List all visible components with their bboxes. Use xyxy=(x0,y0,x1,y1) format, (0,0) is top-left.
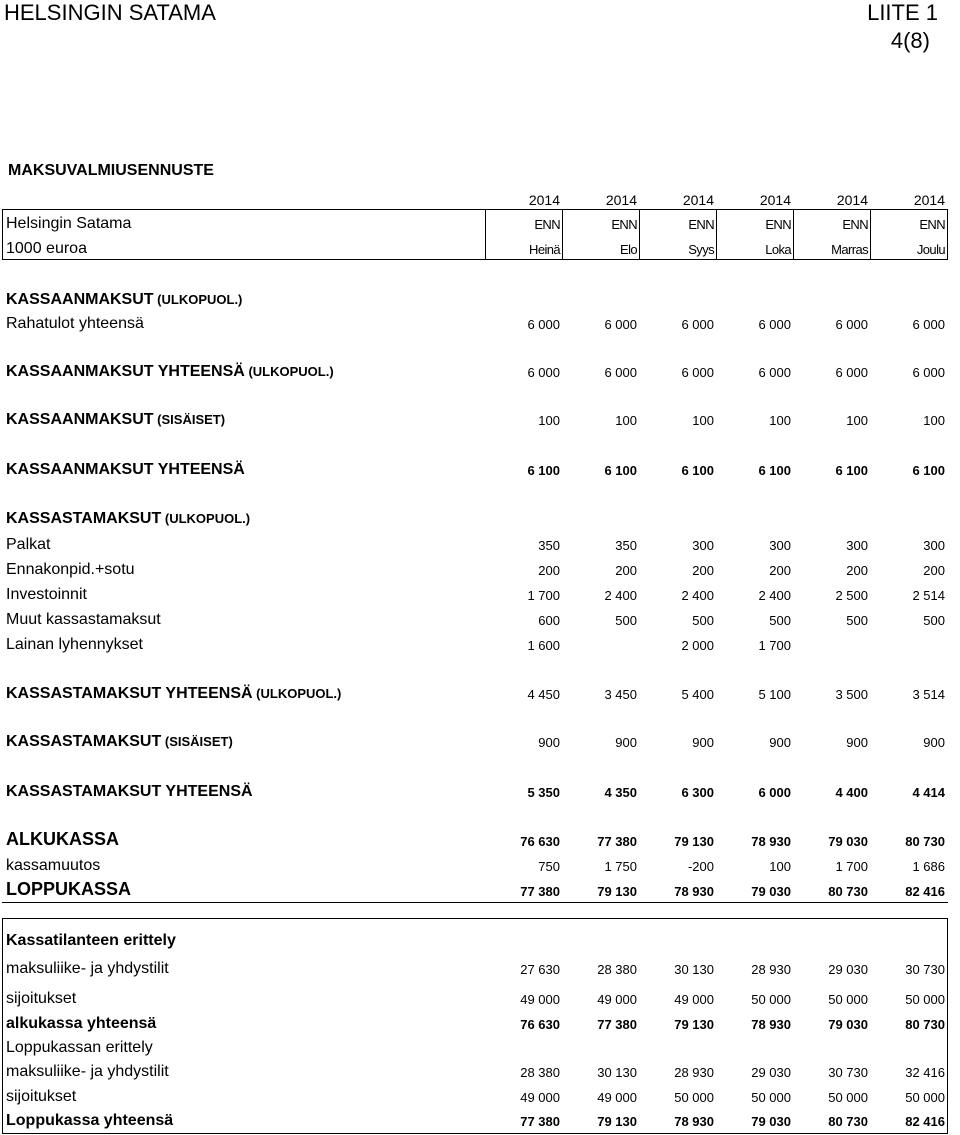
value-cell: 82 416 xyxy=(905,884,945,899)
value-cell: 6 100 xyxy=(604,463,637,478)
month-cell: Marras xyxy=(831,242,868,257)
row-label xyxy=(6,291,242,309)
month-cell: Elo xyxy=(620,242,637,257)
value-cell: 79 030 xyxy=(751,884,791,899)
value-cell: 30 730 xyxy=(905,962,945,977)
value-cell: 6 000 xyxy=(681,365,714,380)
column-divider xyxy=(716,210,717,260)
value-cell: 79 130 xyxy=(597,1114,637,1129)
value-cell: 50 000 xyxy=(674,1090,714,1105)
value-cell: 6 100 xyxy=(527,463,560,478)
row-label-qualifier: (SISÄISET) xyxy=(153,412,226,427)
row-label-main: Ennakonpid.+sotu xyxy=(6,561,135,578)
forecast-type-cell: ENN xyxy=(688,217,714,232)
value-cell: 50 000 xyxy=(751,992,791,1007)
row-label-main: KASSASTAMAKSUT YHTEENSÄ xyxy=(6,783,253,800)
value-cell: 2 400 xyxy=(604,588,637,603)
value-cell: 6 000 xyxy=(912,317,945,332)
row-label xyxy=(6,510,250,528)
value-cell: 200 xyxy=(538,563,560,578)
row-label xyxy=(6,1063,169,1081)
row-divider xyxy=(2,259,948,260)
year-header-row xyxy=(0,186,960,210)
value-cell: 2 000 xyxy=(681,638,714,653)
value-cell: 300 xyxy=(846,538,868,553)
value-cell: 6 300 xyxy=(681,785,714,800)
value-cell: 28 380 xyxy=(520,1065,560,1080)
value-cell: 49 000 xyxy=(674,992,714,1007)
table-row xyxy=(0,606,960,630)
row-label xyxy=(6,1112,173,1130)
table-row xyxy=(0,680,960,704)
table-row xyxy=(0,877,960,901)
table-row xyxy=(0,778,960,802)
row-label xyxy=(6,611,161,629)
row-label xyxy=(6,960,169,978)
value-cell: 77 380 xyxy=(597,834,637,849)
row-label-main: Loppukassa yhteensä xyxy=(6,1112,174,1129)
value-cell: 79 030 xyxy=(828,834,868,849)
row-label xyxy=(6,1088,76,1106)
value-cell: 100 xyxy=(769,859,791,874)
value-cell: 6 100 xyxy=(681,463,714,478)
row-label-main: alkukassa yhteensä xyxy=(6,1015,157,1032)
column-divider xyxy=(947,918,948,1134)
table-row xyxy=(0,827,960,851)
table-row xyxy=(0,310,960,334)
row-label xyxy=(6,586,87,604)
value-cell: 3 450 xyxy=(604,687,637,702)
row-label xyxy=(6,857,100,875)
value-cell: 1 700 xyxy=(527,588,560,603)
table-row xyxy=(0,927,960,951)
value-cell: 6 000 xyxy=(758,317,791,332)
value-cell: 3 500 xyxy=(835,687,868,702)
value-cell: 77 380 xyxy=(520,1114,560,1129)
value-cell: 49 000 xyxy=(520,1090,560,1105)
row-label-main: KASSASTAMAKSUT YHTEENSÄ xyxy=(6,685,253,702)
value-cell: 79 130 xyxy=(674,834,714,849)
column-divider xyxy=(870,210,871,260)
value-cell: 500 xyxy=(846,613,868,628)
row-label-main: KASSAANMAKSUT xyxy=(6,411,154,428)
value-cell: 28 930 xyxy=(751,962,791,977)
table-row xyxy=(0,985,960,1009)
value-cell: 750 xyxy=(538,859,560,874)
attachment-label: LIITE 1 xyxy=(867,0,938,25)
row-label xyxy=(6,461,245,479)
row-divider xyxy=(2,209,948,210)
value-cell: 78 930 xyxy=(751,834,791,849)
table-row xyxy=(0,1058,960,1082)
month-cell: Joulu xyxy=(916,242,945,257)
value-cell: 6 000 xyxy=(758,365,791,380)
row-label xyxy=(6,685,341,703)
row-label-qualifier: (ULKOPUOL.) xyxy=(252,686,342,701)
value-cell: 100 xyxy=(846,413,868,428)
row-divider xyxy=(2,1133,948,1134)
row-label xyxy=(6,733,233,751)
row-label-main: maksuliike- ja yhdystilit xyxy=(6,960,169,977)
value-cell: 50 000 xyxy=(828,1090,868,1105)
row-label-main: Lainan lyhennykset xyxy=(6,636,143,653)
value-cell: 30 730 xyxy=(828,1065,868,1080)
row-label-qualifier: (ULKOPUOL.) xyxy=(244,364,334,379)
forecast-type-cell: ENN xyxy=(765,217,791,232)
forecast-type-cell: ENN xyxy=(611,217,637,232)
value-cell: 6 100 xyxy=(758,463,791,478)
table-row xyxy=(0,505,960,529)
value-cell: 500 xyxy=(615,613,637,628)
year-cell: 2014 xyxy=(605,192,637,208)
value-cell: 4 414 xyxy=(912,785,945,800)
value-cell: 79 030 xyxy=(828,1017,868,1032)
table-row xyxy=(0,1034,960,1058)
value-cell: 6 000 xyxy=(604,365,637,380)
value-cell: 900 xyxy=(538,735,560,750)
row-label xyxy=(6,1015,156,1033)
table-row xyxy=(0,955,960,979)
month-cell: Loka xyxy=(765,242,791,257)
value-cell: 1 686 xyxy=(912,859,945,874)
row-label-main: Rahatulot yhteensä xyxy=(6,315,144,332)
row-label-main: Palkat xyxy=(6,536,51,553)
value-cell: 350 xyxy=(538,538,560,553)
value-cell: 900 xyxy=(692,735,714,750)
row-label-main: maksuliike- ja yhdystilit xyxy=(6,1063,169,1080)
value-cell: 29 030 xyxy=(751,1065,791,1080)
row-label xyxy=(6,1039,153,1057)
column-divider xyxy=(2,210,3,260)
value-cell: 1 700 xyxy=(758,638,791,653)
row-divider xyxy=(2,902,948,903)
row-label-qualifier: (SISÄISET) xyxy=(161,734,233,749)
table-row xyxy=(0,358,960,382)
value-cell: 200 xyxy=(615,563,637,578)
value-cell: 28 380 xyxy=(597,962,637,977)
table-row xyxy=(0,406,960,430)
value-cell: 600 xyxy=(538,613,560,628)
value-cell: 1 750 xyxy=(604,859,637,874)
value-cell: 80 730 xyxy=(905,834,945,849)
value-cell: 6 000 xyxy=(527,365,560,380)
row-label-main: kassamuutos xyxy=(6,857,101,874)
value-cell: 79 030 xyxy=(751,1114,791,1129)
value-cell: 6 000 xyxy=(758,785,791,800)
table-row xyxy=(0,1107,960,1131)
row-label-main: KASSAANMAKSUT xyxy=(6,291,154,308)
row-label-qualifier: (ULKOPUOL.) xyxy=(161,511,251,526)
value-cell: 200 xyxy=(769,563,791,578)
value-cell: 100 xyxy=(538,413,560,428)
value-cell: 77 380 xyxy=(597,1017,637,1032)
row-label xyxy=(6,315,144,333)
value-cell: 2 500 xyxy=(835,588,868,603)
value-cell: 80 730 xyxy=(828,1114,868,1129)
value-cell: 4 400 xyxy=(835,785,868,800)
value-cell: 29 030 xyxy=(828,962,868,977)
value-cell: 50 000 xyxy=(751,1090,791,1105)
value-cell: 50 000 xyxy=(828,992,868,1007)
value-cell: 30 130 xyxy=(674,962,714,977)
value-cell: 5 400 xyxy=(681,687,714,702)
year-cell: 2014 xyxy=(682,192,714,208)
row-label xyxy=(6,536,50,554)
value-cell: 78 930 xyxy=(674,1114,714,1129)
value-cell: 32 416 xyxy=(905,1065,945,1080)
value-cell: 6 000 xyxy=(604,317,637,332)
value-cell: 76 630 xyxy=(520,1017,560,1032)
row-label xyxy=(6,411,225,429)
row-label-main: LOPPUKASSA xyxy=(6,879,132,899)
value-cell: 28 930 xyxy=(674,1065,714,1080)
unit-label: 1000 euroa xyxy=(6,240,87,257)
value-cell: 79 130 xyxy=(597,884,637,899)
value-cell: 6 000 xyxy=(835,317,868,332)
value-cell: 50 000 xyxy=(905,992,945,1007)
column-divider xyxy=(947,210,948,260)
value-cell: 6 000 xyxy=(527,317,560,332)
value-cell: 350 xyxy=(615,538,637,553)
forecast-type-cell: ENN xyxy=(919,217,945,232)
value-cell: 100 xyxy=(769,413,791,428)
row-label-main: KASSASTAMAKSUT xyxy=(6,733,162,750)
value-cell: 78 930 xyxy=(674,884,714,899)
value-cell: 500 xyxy=(692,613,714,628)
column-divider xyxy=(562,210,563,260)
year-cell: 2014 xyxy=(528,192,560,208)
table-row xyxy=(0,556,960,580)
value-cell: 900 xyxy=(769,735,791,750)
year-cell: 2014 xyxy=(759,192,791,208)
column-divider xyxy=(639,210,640,260)
row-label-main: Investoinnit xyxy=(6,586,87,603)
value-cell: 300 xyxy=(923,538,945,553)
table-row xyxy=(0,531,960,555)
value-cell: 5 100 xyxy=(758,687,791,702)
row-label-main: ALKUKASSA xyxy=(6,829,120,849)
forecast-type-cell: ENN xyxy=(842,217,868,232)
value-cell: 900 xyxy=(846,735,868,750)
row-label-main: sijoitukset xyxy=(6,1088,77,1105)
row-label-main: sijoitukset xyxy=(6,990,77,1007)
row-label xyxy=(6,932,176,950)
value-cell: 50 000 xyxy=(905,1090,945,1105)
row-label-main: KASSAANMAKSUT YHTEENSÄ xyxy=(6,363,245,380)
month-cell: Syys xyxy=(688,242,714,257)
table-row xyxy=(0,1083,960,1107)
value-cell: 3 514 xyxy=(912,687,945,702)
value-cell: 500 xyxy=(769,613,791,628)
row-label xyxy=(6,829,119,850)
forecast-type-row xyxy=(0,210,960,234)
value-cell: 79 130 xyxy=(674,1017,714,1032)
value-cell: 100 xyxy=(692,413,714,428)
value-cell: 900 xyxy=(923,735,945,750)
value-cell: 77 380 xyxy=(520,884,560,899)
table-row xyxy=(0,1010,960,1034)
row-label-main: Kassatilanteen erittely xyxy=(6,932,176,949)
month-cell: Heinä xyxy=(529,242,560,257)
table-row xyxy=(0,456,960,480)
value-cell: 300 xyxy=(692,538,714,553)
row-label xyxy=(6,636,143,654)
organization-label: Helsingin Satama xyxy=(6,215,132,232)
value-cell: 100 xyxy=(923,413,945,428)
value-cell: 80 730 xyxy=(828,884,868,899)
value-cell: -200 xyxy=(687,859,714,874)
value-cell: 49 000 xyxy=(597,992,637,1007)
table-row xyxy=(0,852,960,876)
row-label-main: Loppukassan erittely xyxy=(6,1039,153,1056)
row-label xyxy=(6,561,135,579)
table-row xyxy=(0,581,960,605)
value-cell: 82 416 xyxy=(905,1114,945,1129)
value-cell: 4 350 xyxy=(604,785,637,800)
value-cell: 6 100 xyxy=(835,463,868,478)
value-cell: 49 000 xyxy=(520,992,560,1007)
value-cell: 27 630 xyxy=(520,962,560,977)
value-cell: 200 xyxy=(923,563,945,578)
row-label-qualifier: (ULKOPUOL.) xyxy=(153,292,243,307)
value-cell: 80 730 xyxy=(905,1017,945,1032)
value-cell: 2 400 xyxy=(758,588,791,603)
value-cell: 200 xyxy=(692,563,714,578)
value-cell: 6 000 xyxy=(681,317,714,332)
value-cell: 500 xyxy=(923,613,945,628)
column-divider xyxy=(793,210,794,260)
value-cell: 200 xyxy=(846,563,868,578)
value-cell: 300 xyxy=(769,538,791,553)
value-cell: 2 514 xyxy=(912,588,945,603)
row-label-main: Muut kassastamaksut xyxy=(6,611,161,628)
value-cell: 6 000 xyxy=(912,365,945,380)
row-divider xyxy=(2,918,948,919)
row-label-main: KASSASTAMAKSUT xyxy=(6,510,162,527)
value-cell: 1 700 xyxy=(835,859,868,874)
value-cell: 78 930 xyxy=(751,1017,791,1032)
value-cell: 76 630 xyxy=(520,834,560,849)
year-cell: 2014 xyxy=(913,192,945,208)
value-cell: 1 600 xyxy=(527,638,560,653)
row-label xyxy=(6,990,76,1008)
month-header-row xyxy=(0,235,960,259)
row-label-main: KASSAANMAKSUT YHTEENSÄ xyxy=(6,461,245,478)
value-cell: 6 000 xyxy=(835,365,868,380)
value-cell: 30 130 xyxy=(597,1065,637,1080)
table-row xyxy=(0,631,960,655)
value-cell: 5 350 xyxy=(527,785,560,800)
table-row xyxy=(0,728,960,752)
value-cell: 100 xyxy=(615,413,637,428)
value-cell: 900 xyxy=(615,735,637,750)
row-label xyxy=(6,363,334,381)
column-divider xyxy=(2,918,3,1134)
forecast-type-cell: ENN xyxy=(534,217,560,232)
value-cell: 6 100 xyxy=(912,463,945,478)
column-divider xyxy=(485,210,486,260)
year-cell: 2014 xyxy=(836,192,868,208)
row-label xyxy=(6,783,253,801)
row-label xyxy=(6,879,131,900)
table-row xyxy=(0,286,960,310)
value-cell: 49 000 xyxy=(597,1090,637,1105)
page-number: 4(8) xyxy=(890,28,930,53)
value-cell: 2 400 xyxy=(681,588,714,603)
value-cell: 4 450 xyxy=(527,687,560,702)
document-title: MAKSUVALMIUSENNUSTE xyxy=(8,162,214,179)
company-name: HELSINGIN SATAMA xyxy=(4,0,216,25)
